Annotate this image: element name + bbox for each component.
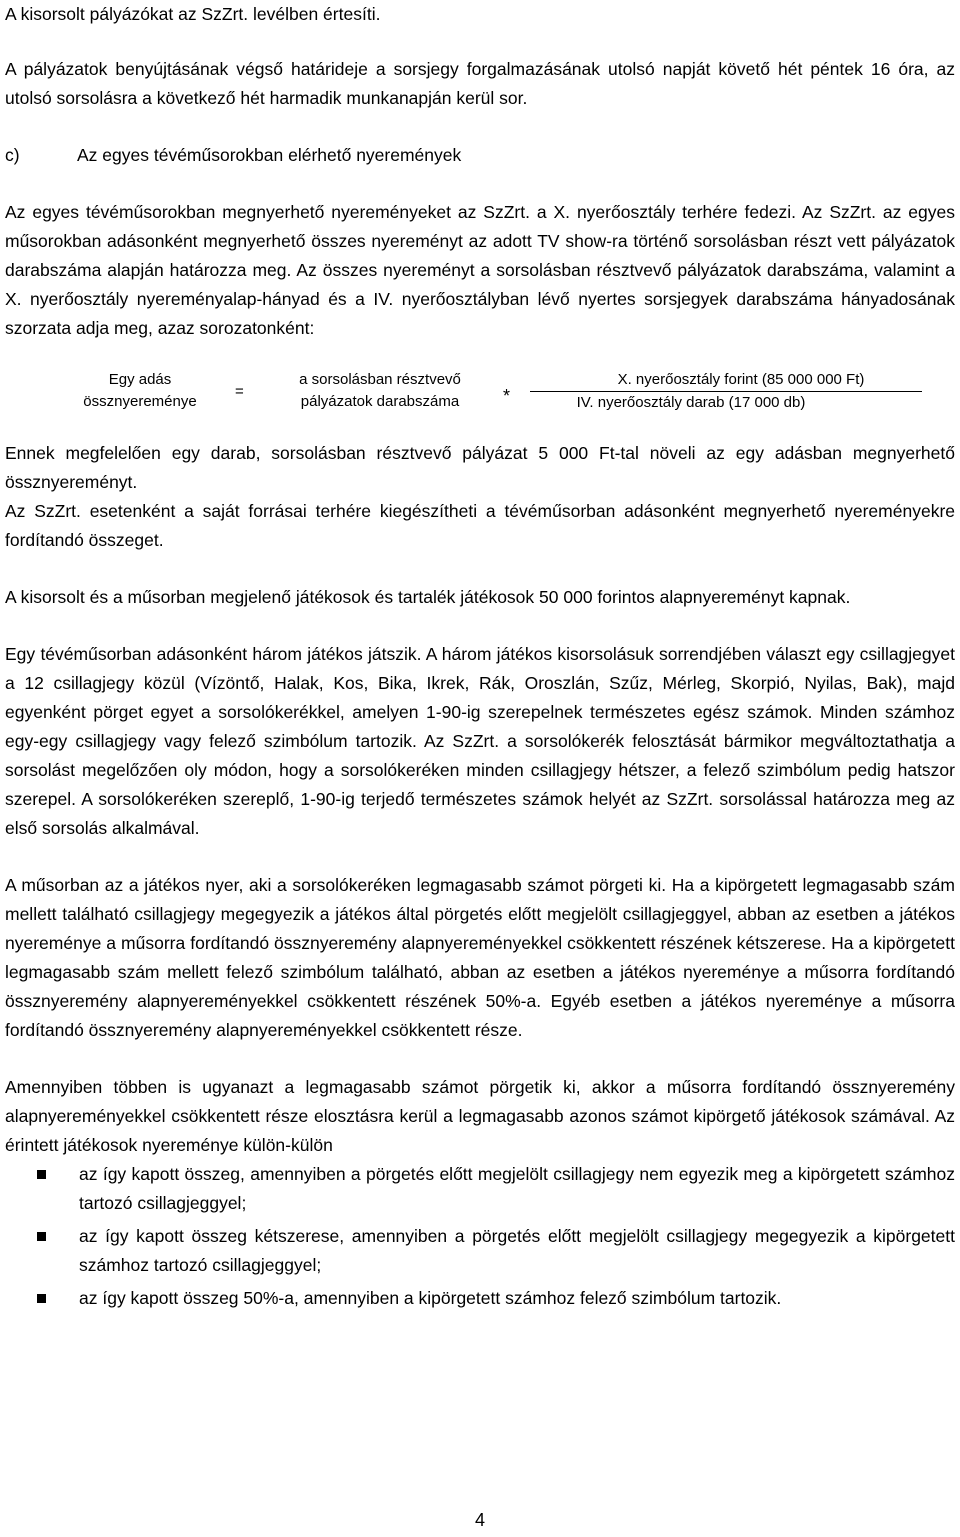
- paragraph-increment: Ennek megfelelően egy darab, sorsolásban résztvevő pályázat 5 000 Ft-tal növeli az egy adásban megnyerhető össznyereményt.: [5, 443, 955, 492]
- paragraph-prize-funding: Az egyes tévéműsorokban megnyerhető nyereményeket az SzZrt. a X. nyerőosztály terhére fedezi. Az SzZrt. az egyes műsorokban adásonként megnyerhető összes nyereményt az adott TV show-ra történő sorsolásban részt vett pályázatok darabszáma alapján határozza meg. Az összes nyereményt a sorsolásban résztvevő pályázatok darabszáma, valamint a X. nyerőosztály nyereményalap-hányad és a IV. nyerőosztályban lévő nyertes sorsjegyek darabszáma hányadosának szorzata adja meg, azaz sorozatonként:: [5, 202, 955, 338]
- formula-mid-line1: a sorsolásban résztvevő: [299, 371, 461, 388]
- section-title: Az egyes tévéműsorokban elérhető nyeremények: [77, 145, 462, 165]
- formula-fraction: [530, 369, 922, 414]
- list-item-text: az így kapott összeg kétszerese, amennyiben a pörgetés előtt megjelölt csillagjegy megegyezik a kipörgetett számhoz tartozó csillagjeggyel;: [79, 1226, 955, 1275]
- paragraph-game-rules: Egy tévéműsorban adásonként három játékos játszik. A három játékos kisorsolásuk sorrendjében választ egy csillagjegyet a 12 csillagjegy közül (Vízöntő, Halak, Kos, Bika, Ikrek, Rák, Oroszlán, Szűz, Mérleg, Skorpió, Nyilas, Bak), majd egyenként pörget egyet a sorsolókerékkel, amelyen 1-90-ig szerepelnek természetes egész számok. Minden számhoz egy-egy csillagjegy vagy felező szimbólum tartozik. Az SzZrt. a sorsolókerék felosztását bármikor megváltoztathatja a sorsolást megelőzően oly módon, hogy a sorsolókeréken minden csillagjegy hétszer, a felező szimbólum pedig hatszor szerepel. A sorsolókeréken szereplő, 1-90-ig terjedő természetes számok helyét az SzZrt. sorsolással határozza meg az első sorsolás alkalmával.: [5, 644, 955, 838]
- prize-cases-list: [5, 1160, 955, 1313]
- formula-denominator: IV. nyerőosztály darab (17 000 db): [576, 394, 806, 411]
- formula-lhs-line2: össznyereménye: [83, 393, 197, 410]
- bullet-square-icon: [37, 1232, 46, 1241]
- document-page: [5, 0, 955, 1317]
- formula-lhs: [70, 369, 210, 413]
- list-item: [5, 1284, 955, 1313]
- paragraph-notification: A kisorsolt pályázókat az SzZrt. levélben értesíti.: [5, 4, 381, 24]
- paragraph-winner-rules: A műsorban az a játékos nyer, aki a sorsolókeréken legmagasabb számot pörgeti ki. Ha a kipörgetett legmagasabb szám mellett található csillagjegy megegyezik a játékos által pörgetés előtt megjelölt csillagjeggyel, abban az esetben a játékos nyereménye a műsorra fordítandó össznyeremény alapnyereményekkel csökkentett részének kétszerese. Ha a kipörgetett legmagasabb szám mellett felező szimbólum található, abban az esetben a játékos nyereménye a műsorra fordítandó össznyeremény alapnyereményekkel csökkentett részének 50%-a. Egyéb esetben a játékos nyereménye a műsorra fordítandó össznyeremény alapnyereményekkel csökkentett része.: [5, 875, 955, 1040]
- prize-formula: [5, 343, 955, 439]
- list-item: [5, 1160, 955, 1218]
- paragraph-deadline: A pályázatok benyújtásának végső határideje a sorsjegy forgalmazásának utolsó napját követő hét péntek 16 óra, az utolsó sorsolásra a következő hét harmadik munkanapján kerül sor.: [5, 59, 955, 108]
- list-item-text: az így kapott összeg, amennyiben a pörgetés előtt megjelölt csillagjegy nem egyezik meg a kipörgetett számhoz tartozó csillagjeggyel;: [79, 1164, 955, 1213]
- list-item-text: az így kapott összeg 50%-a, amennyiben a kipörgetett számhoz felező szimbólum tartozik.: [79, 1288, 782, 1308]
- paragraph-own-resources: Az SzZrt. esetenként a saját forrásai terhére kiegészítheti a tévéműsorban adásonként megnyerhető nyereményekre fordítandó összeget.: [5, 501, 955, 550]
- formula-times: *: [503, 386, 511, 406]
- section-heading: [5, 141, 955, 170]
- bullet-square-icon: [37, 1170, 46, 1179]
- paragraph-tie-rules: Amennyiben többen is ugyanazt a legmagasabb számot pörgetik ki, akkor a műsorra fordítandó össznyeremény alapnyereményekkel csökkentett része elosztásra kerül a legmagasabb azonos számot kipörgető játékosok számával. Az érintett játékosok nyereménye külön-külön: [5, 1077, 955, 1155]
- formula-participants: [280, 369, 480, 413]
- formula-mid-line2: pályázatok darabszáma: [300, 393, 460, 410]
- page-number: 4: [474, 1510, 485, 1530]
- paragraph-base-prize: A kisorsolt és a műsorban megjelenő játékosok és tartalék játékosok 50 000 forintos alapnyereményt kapnak.: [5, 587, 851, 607]
- formula-lhs-line1: Egy adás: [108, 371, 172, 388]
- bullet-square-icon: [37, 1294, 46, 1303]
- section-number: c): [5, 145, 20, 165]
- formula-equals: =: [235, 383, 244, 400]
- list-item: [5, 1222, 955, 1280]
- formula-numerator: X. nyerőosztály forint (85 000 000 Ft): [530, 369, 922, 392]
